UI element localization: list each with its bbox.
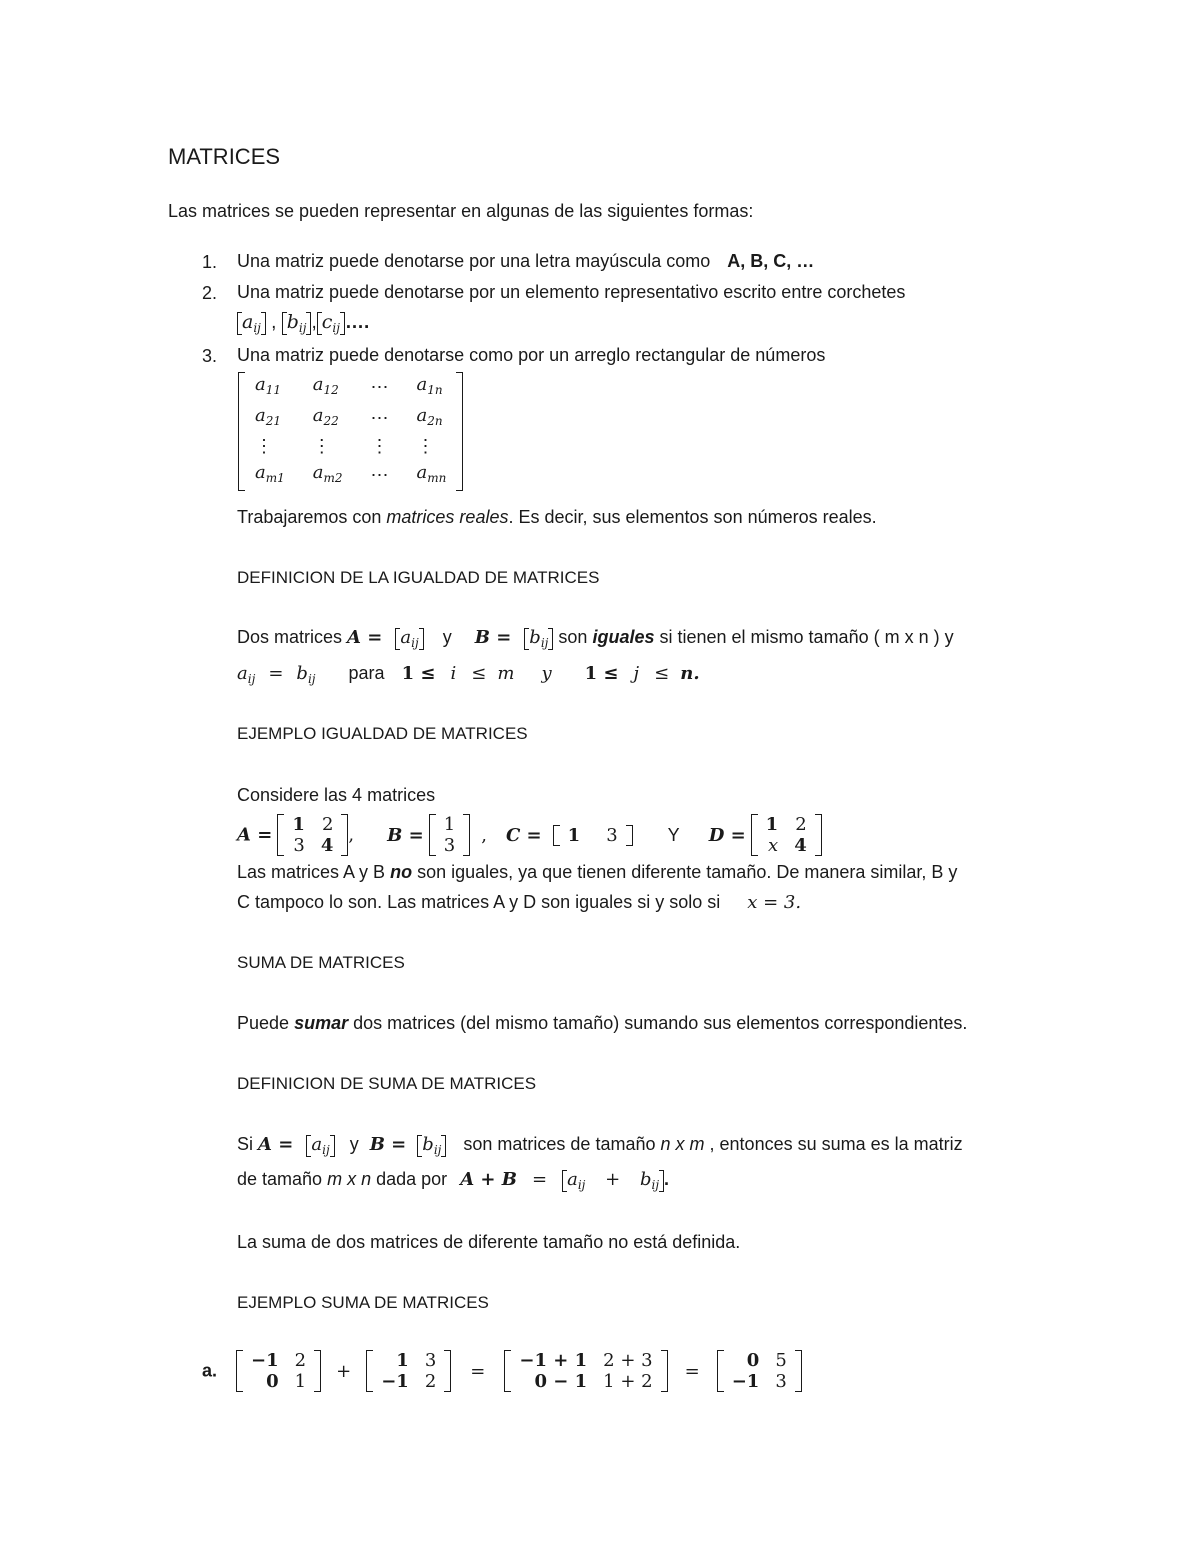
bracket-notation	[237, 312, 369, 335]
list-item-1-text: Una matriz puede denotarse por una letra mayúscula como	[237, 251, 711, 271]
list-number-1: 1.	[202, 252, 218, 272]
list-number-2: 2.	[202, 283, 218, 303]
section-heading: DEFINICION DE SUMA DE MATRICES	[237, 1074, 537, 1093]
matrix-cell: $a_{mn}$	[416, 462, 447, 485]
example-matrices: A = 1 2 3 4 , B = 1 3 , C = 1 3 Y D = 1 2 x 4	[237, 814, 822, 856]
comma: ,	[271, 312, 277, 333]
matrix-cell: $a_{12}$	[312, 374, 339, 397]
matrix-a: 1 2 3 4	[277, 814, 348, 856]
equality-definition-line-1: Dos matrices $A = a_{ij}$ y $B = b_{ij}$ son iguales si tienen el mismo tamaño ( m x n ) y	[237, 627, 954, 650]
section-heading: SUMA DE MATRICES	[237, 953, 405, 972]
section-heading: EJEMPLO SUMA DE MATRICES	[237, 1293, 489, 1312]
matrix-cell: ⋯	[370, 464, 389, 486]
matrix-c: 1 3	[553, 825, 633, 846]
bracket-cij: $c_{ij}$	[317, 312, 345, 335]
matrix-cell: $a_{21}$	[255, 405, 282, 428]
matrix-cell: $a_{2n}$	[416, 405, 443, 428]
matrix-cell: $a_{22}$	[312, 405, 339, 428]
sum-definition-line-2: de tamaño m x n dada por $A + B = a_{ij} + b_{ij}$ .	[237, 1169, 670, 1192]
page-title: MATRICES	[168, 144, 281, 169]
list-item-1	[237, 252, 814, 270]
list-item-3-text: Una matriz puede denotarse como por un arreglo rectangular de números	[237, 345, 826, 365]
ellipsis: ….	[344, 312, 370, 333]
matrix-d: 1 2 x 4	[751, 814, 822, 856]
example-label: a.	[202, 1360, 218, 1381]
matrix-cell: ⋮	[255, 436, 273, 457]
matrix-cell: ⋯	[370, 407, 389, 429]
list-item-2-text: Una matriz puede denotarse por un elemento representativo escrito entre corchetes	[237, 282, 906, 302]
bracket-aij: $a_{ij}$	[237, 312, 266, 335]
sum-undefined-note: La suma de dos matrices de diferente tamaño no está definida.	[237, 1232, 741, 1252]
bracket-bij: $b_{ij}$	[282, 312, 312, 335]
matrix-cell: $a_{m1}$	[255, 462, 285, 485]
section-heading: EJEMPLO IGUALDAD DE MATRICES	[237, 724, 528, 743]
list-item-1-letters: A, B, C, …	[727, 251, 815, 271]
sum-text: Puede sumar dos matrices (del mismo tamaño) sumando sus elementos correspondientes.	[237, 1013, 968, 1033]
emphasis: iguales	[592, 627, 655, 647]
matrix-cell: $a_{1n}$	[416, 374, 443, 397]
comma: ,	[311, 312, 317, 333]
matrix-cell: ⋮	[370, 436, 389, 457]
equality-definition-line-2: $a_{ij} = b_{ij}$ para 1 ≤ i ≤ m y 1 ≤ j ≤ n.	[237, 663, 700, 686]
matrix-cell: $a_{m2}$	[312, 462, 343, 485]
equality-explanation-2: C tampoco lo son. Las matrices A y D son iguales si y solo si x = 3.	[237, 892, 802, 913]
sum-definition-line-1: Si $A = a_{ij}$ y $B = b_{ij}$ son matrices de tamaño n x m , entonces su suma es la matriz	[237, 1134, 963, 1157]
section-heading: DEFINICION DE LA IGUALDAD DE MATRICES	[237, 568, 600, 587]
list-number-3: 3.	[202, 346, 218, 366]
emphasis: matrices reales	[386, 507, 509, 527]
matrix-cell: ⋮	[312, 436, 331, 457]
equality-explanation-1: Las matrices A y B no son iguales, ya que tienen diferente tamaño. De manera similar, B y	[237, 862, 958, 882]
sum-matrix-1: −1 2 0 1	[236, 1350, 321, 1392]
intro-text: Las matrices se pueden representar en algunas de las siguientes formas:	[168, 201, 754, 221]
math-condition: x = 3.	[747, 892, 802, 913]
matrix-cell: ⋯	[370, 376, 389, 398]
sum-matrix-3: −1 + 1 2 + 3 0 − 1 1 + 2	[504, 1350, 667, 1392]
general-matrix	[238, 372, 463, 491]
emphasis: sumar	[294, 1013, 349, 1033]
matrix-cell: ⋮	[416, 436, 435, 457]
matrix-cell: $a_{11}$	[255, 374, 282, 397]
consider-text: Considere las 4 matrices	[237, 785, 436, 805]
real-matrices-note: Trabajaremos con matrices reales. Es decir, sus elementos son números reales.	[237, 507, 877, 527]
y-letter: Y	[667, 824, 680, 845]
sum-matrix-4: 0 5 −1 3	[717, 1350, 802, 1392]
sum-matrix-2: 1 3 −1 2	[366, 1350, 451, 1392]
sum-example: a. −1 2 0 1 + 1 3 −1 2 = −1 + 1 2 + 3 0 − 1 1 + 2 = 0 5 −1 3	[202, 1350, 802, 1392]
emphasis: no	[390, 862, 413, 882]
matrix-b: 1 3	[429, 814, 470, 856]
